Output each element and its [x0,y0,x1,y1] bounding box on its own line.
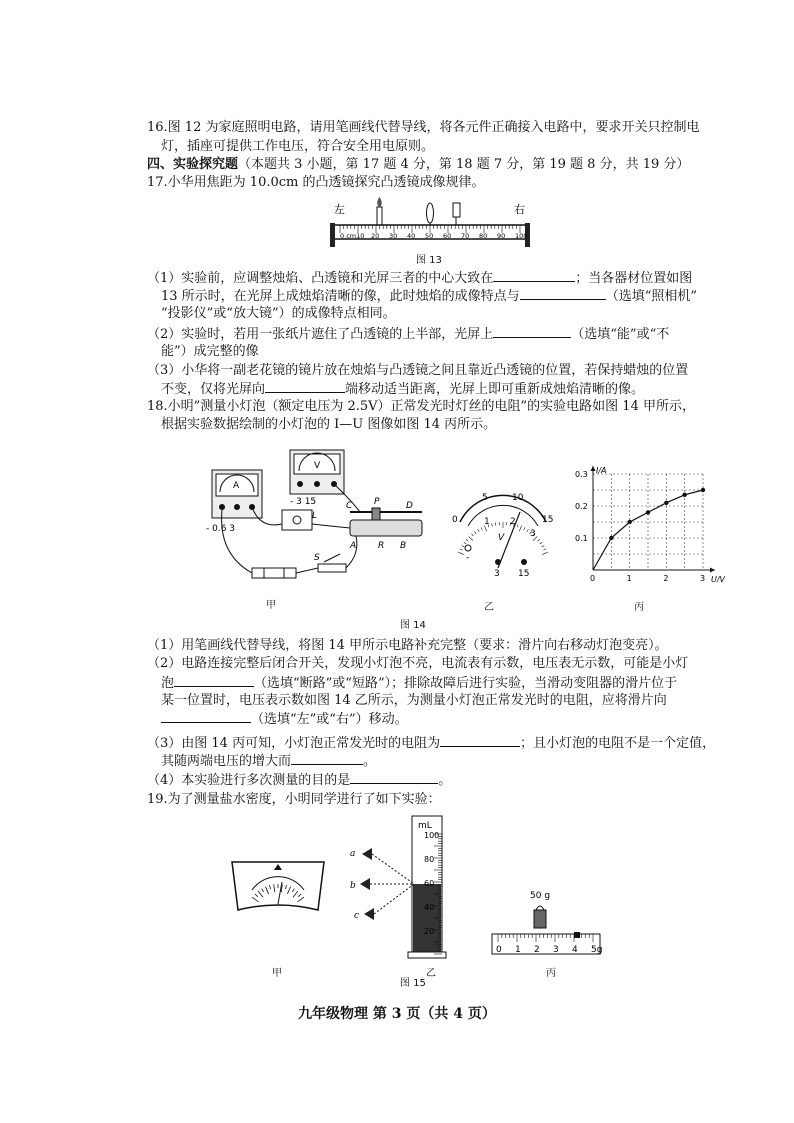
convex-lens [427,203,434,223]
q17-p2-line1: （2）实验时，若用一张纸片遮住了凸透镜的上半部，光屏上 （选填“能”或“不 [147,327,670,342]
dial-tick [474,531,476,533]
dial-tick [478,529,480,532]
q17-p1-line2: 13 所示时，在光屏上成烛焰清晰的像，此时烛焰的成像特点与 （选填“照相机” [161,289,697,304]
voltmeter-letter: V [314,461,321,471]
label-L: L [312,511,318,521]
fig15-yi-cylinder [340,812,460,960]
dial-inner-2: 2 [510,517,516,527]
q16-line1: 16.图 12 为家庭照明电路，请用笔画线代替导线，将各元件正确接入电路中，要求开关只控制电 [147,120,700,135]
bench-tick-label: 20 [371,232,380,240]
fig15-caption: 图 15 [400,978,426,989]
cyl-tick-label: 80 [424,855,435,864]
ammeter [206,470,262,534]
dial-tick [542,552,548,554]
answer-blank[interactable] [493,325,571,338]
cyl-tick-label: 100 [424,831,440,840]
bench-tick-label: 0 cm10 [340,232,365,240]
page-footer: 九年级物理 第 3 页（共 4 页） [298,1006,496,1022]
q16-line2: 灯，插座可提供工作电压，符合安全用电原则。 [161,139,435,154]
fig15-bing-caption: 丙 [546,968,556,979]
bench-tick-label: 30 [389,232,398,240]
cyl-tick-label: 60 [424,879,435,888]
dial-tick [517,524,518,527]
bench-tick-label: 60 [443,232,452,240]
fig13-right-label: 右 [514,203,525,216]
q18-intro-line2: 根据实验数据绘制的小灯泡的 I—U 图像如图 14 丙所示。 [161,417,497,432]
answer-blank[interactable] [265,380,345,393]
q17-p3-line1: （3）小华将一副老花镜的镜片放在烛焰与凸透镜之间且靠近凸透镜的位置，若保持蜡烛的位置 [147,363,689,378]
fig14-bing-iu-chart [575,464,725,594]
fig14-yi-caption: 乙 [484,602,494,613]
bench-tick-label: 50 [425,232,434,240]
dial-top-5: 5 [482,493,488,503]
dial-tick [460,549,463,550]
q18-intro-line1: 18.小明”测量小灯泡（额定电压为 2.5V）正常发光时灯丝的电阻”的实验电路如图 14 甲所示， [147,399,695,414]
bench-tick-label: 40 [407,232,416,240]
answer-blank[interactable] [350,771,438,784]
answer-blank[interactable] [161,710,251,723]
fig14-jia-caption: 甲 [266,600,276,611]
beam-tick-label: 3 [553,945,559,955]
dial-tick [524,527,525,530]
dial-tick [538,539,540,541]
fig15-yi-caption: 乙 [426,968,436,979]
dial-tick [542,545,545,547]
dial-top-10: 10 [512,493,524,503]
label-A: A [350,541,357,551]
y-tick-label: 0.1 [575,534,588,543]
answer-blank[interactable] [291,752,363,765]
cyl-tick-label: 20 [424,927,435,936]
q17-p2-line2: 能”）成完整的像 [161,344,259,359]
x-tick-label: 3 [700,574,706,583]
fig14-jia-circuit [200,444,440,594]
eye-a-icon [362,848,372,860]
q18-p4: （4）本实验进行多次测量的目的是 。 [147,773,452,788]
eye-c-label: c [354,911,360,921]
candle-flame [377,197,382,207]
dial-unit-V: V [498,533,505,543]
x-tick-label: 0 [590,574,596,583]
dial-tick [527,529,529,532]
q17-intro: 17.小华用焦距为 10.0cm 的凸透镜探究凸透镜成像规律。 [147,175,485,190]
dial-tick [464,542,466,544]
beam-rider [574,932,580,938]
voltmeter [290,450,344,507]
x-tick-label: 1 [626,574,632,583]
label-B: B [400,541,407,551]
beam-tick-label: 2 [534,945,540,955]
dial-tick [519,526,521,532]
q18-p2-line3: 某一位置时，电压表示数如图 14 乙所示，为测量小灯泡正常发光时的电阻，应将滑片向 [161,693,667,708]
x-tick-label: 2 [663,574,669,583]
q17-p1-line3: “投影仪”或“放大镜”）的成像特点相同。 [161,306,396,321]
beam-tick-label: 0 [496,945,502,955]
dial-tick [481,527,482,530]
eye-c-icon [364,908,374,920]
light-screen [453,203,460,217]
fig13-optical-bench [322,193,534,255]
fig13-left-label: 左 [334,203,345,216]
q19-intro: 19.为了测量盐水密度，小明同学进行了如下实验： [147,792,441,807]
answer-blank[interactable] [493,269,575,282]
q18-p2-line4: （选填“左”或“右”）移动。 [161,710,408,729]
candle [377,207,382,225]
dial-inner-3: 3 [530,529,536,539]
fig15-jia-meter [230,860,326,918]
weight-50g [534,910,546,928]
label-D: D [406,501,413,511]
answer-blank[interactable] [520,287,606,300]
dial-term-minus: - [466,553,470,563]
section-title: 四、实验探究题 [147,157,239,172]
eye-a-label: a [350,849,356,859]
y-tick-label: 0.3 [575,470,588,479]
x-axis-label: U/V [711,575,725,584]
data-point [701,488,705,492]
beam-scale [492,934,603,955]
data-point [682,493,686,497]
dial-term-3: 3 [494,569,500,579]
bench-tick-label: 100 [515,232,528,240]
beam-tick-label: 4 [572,945,578,955]
fig14-yi-dial [448,488,558,588]
section-heading [147,156,689,174]
dial-tick [540,542,542,544]
data-point [646,510,650,514]
y-tick-label: 0.2 [575,502,588,511]
q18-p1: （1）用笔画线代替导线，将图 14 甲所示电路补充完整（要求：滑片向右移动灯泡变亮）。 [147,638,668,653]
data-point [627,520,631,524]
dial-right-15: 15 [542,515,554,525]
dial-inner-1: 1 [484,517,490,527]
data-point [609,536,613,540]
dial-tick [469,536,473,540]
weight-label: 50 g [530,891,551,901]
y-axis-label: I/A [596,466,607,475]
fig15-bing-balance [488,888,604,962]
y-axis-arrow [591,466,596,471]
q18-p2-line2: 泡 （选填“断路”或“短路”）；排除故障后进行实验，当滑动变阻器的滑片位于 [161,676,678,691]
eye-b-icon [360,878,370,890]
dial-tick [458,552,464,554]
bench-tick-label: 80 [479,232,488,240]
q17-p1-line1: （1）实验前，应调整烛焰、凸透镜和光屏三者的中心大致在 ；当各器材位置如图 [147,271,693,286]
cyl-unit: mL [418,821,432,831]
data-point [664,501,668,505]
ammeter-terminals: - 0.6 3 [206,524,236,534]
fig14-caption: 图 14 [400,620,426,631]
section-detail: （本题共 3 小题，第 17 题 4 分，第 18 题 7 分，第 19 题 8 分，共 19 分） [238,157,690,172]
answer-blank[interactable] [440,734,520,747]
dial-tick [462,545,465,547]
fig14-bing-caption: 丙 [634,602,644,613]
label-C: C [346,501,353,511]
eye-b-label: b [350,881,356,891]
dial-term-15: 15 [518,569,530,579]
label-R: R [378,541,385,551]
voltmeter-terminals: - 3 15 [290,497,317,507]
answer-blank[interactable] [174,674,254,687]
x-axis-arrow [710,568,715,573]
dial-left-0: 0 [452,515,458,525]
dial-tick [466,539,468,541]
q17-p3-line2: 不变，仅将光屏向 端移动适当距离，光屏上即可重新成烛焰清晰的像。 [161,382,645,397]
beam-tick-label: 5g [591,945,603,955]
label-P: P [374,497,380,507]
dial-tick [492,523,493,526]
dial-tick [471,534,473,536]
fig13-caption: 图 13 [416,255,442,266]
q18-p2-line1: （2）电路连接完整后闭合开关，发现小灯泡不亮，电流表有示数，电压表无示数，可能是小灯 [147,656,689,671]
dial-tick [543,549,546,550]
q18-p3-line1: （3）由图 14 丙可知，小灯泡正常发光时的电阻为 ；且小灯泡的电阻不是一个定值， [147,736,716,751]
fig15-jia-caption: 甲 [272,968,282,979]
cyl-tick-label: 40 [424,903,435,912]
bench-tick-label: 70 [461,232,470,240]
q18-p3-line2: 其随两端电压的增大而 。 [161,754,377,769]
ammeter-letter: A [233,481,240,491]
label-S: S [314,553,320,563]
beam-tick-label: 1 [515,945,521,955]
bench-tick-label: 90 [497,232,506,240]
